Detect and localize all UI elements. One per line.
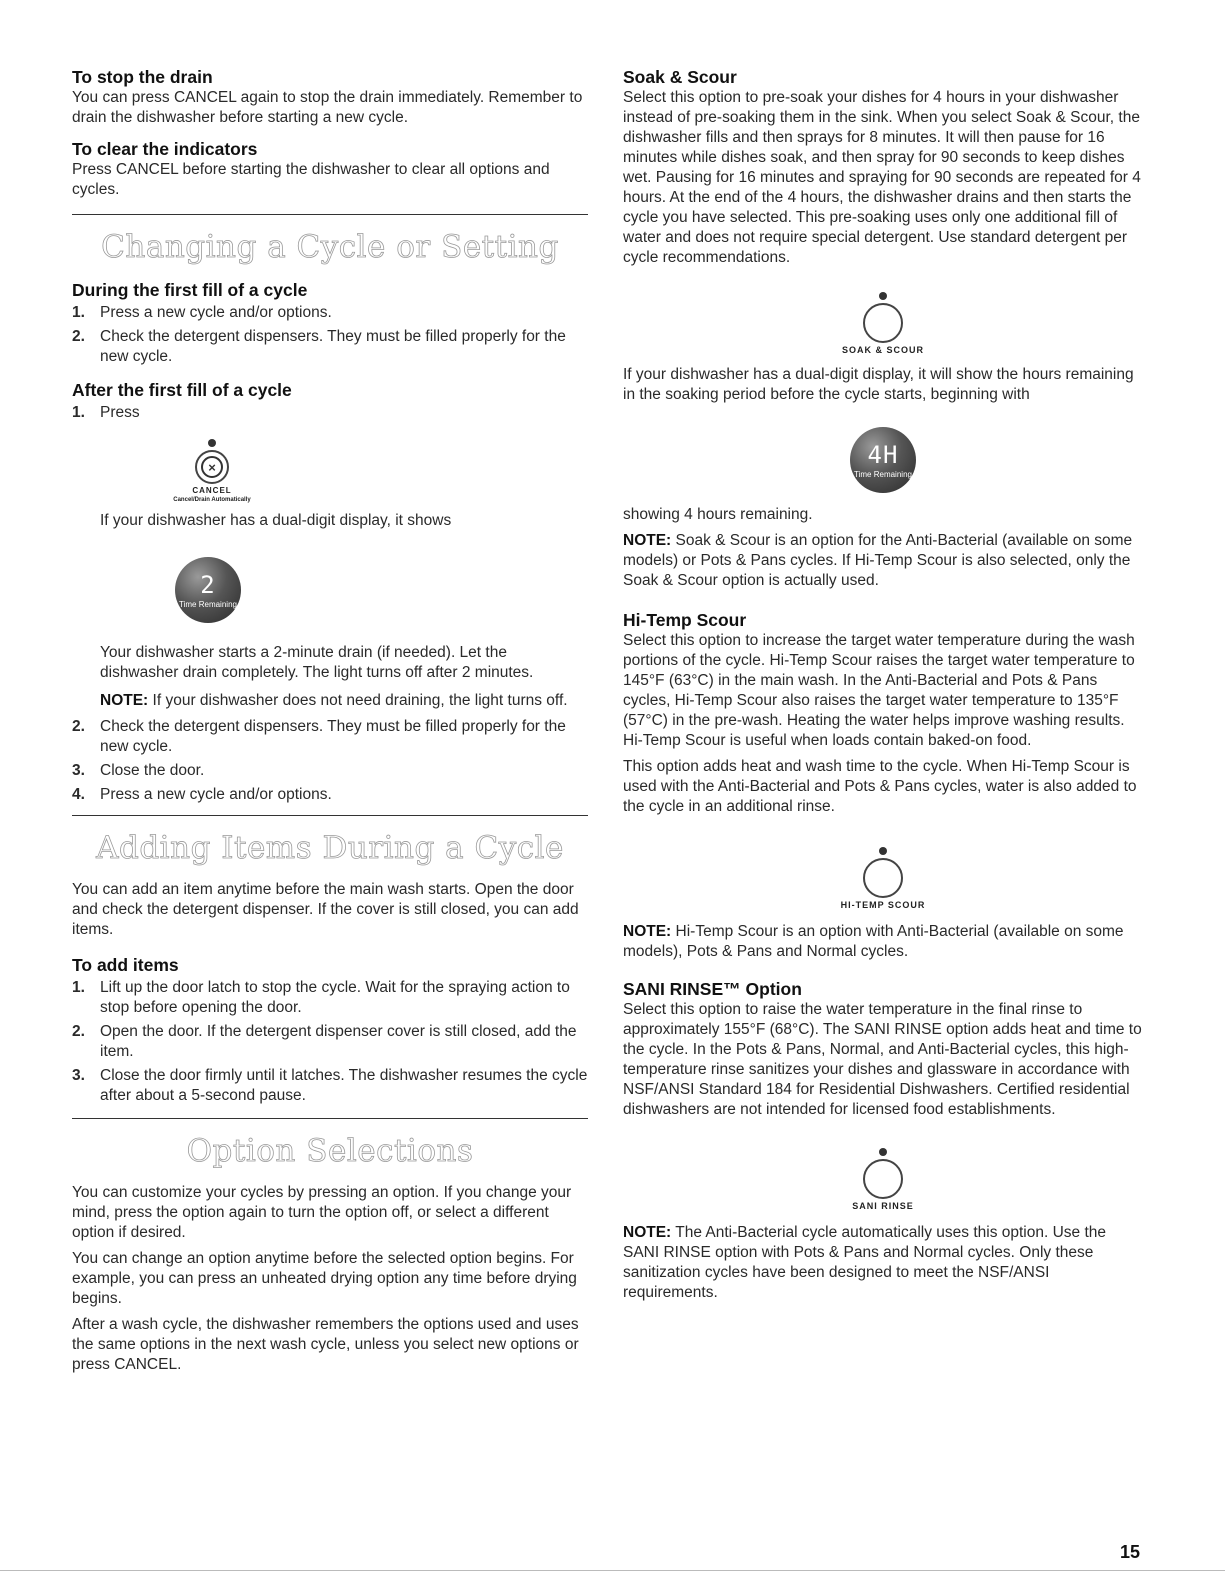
adding-items-title: Adding Items During a Cycle — [96, 830, 564, 866]
display-label: Time Remaining — [179, 599, 237, 609]
time-remaining-display — [72, 557, 344, 623]
sani-rinse-heading: SANI RINSE™ Option — [623, 979, 802, 999]
step-text: Press a new cycle and/or options. — [100, 304, 332, 321]
note-label: NOTE: — [623, 923, 672, 940]
hi-temp-heading: Hi-Temp Scour — [623, 610, 747, 630]
section-divider — [72, 815, 588, 816]
cancel-button-illustration — [72, 439, 352, 503]
indicator-light-icon — [879, 847, 887, 855]
options-paragraph-2: You can change an option anytime before the selected option begins. For example, you can press an unheated drying option any time before drying begins. — [72, 1250, 577, 1307]
note-label: NOTE: — [623, 532, 672, 549]
list-item — [72, 403, 588, 423]
hours-display — [623, 427, 1143, 493]
step-text: Close the door firmly until it latches. The dishwasher resumes the cycle after about a 5-second pause. — [100, 1067, 588, 1104]
list-item — [72, 761, 588, 781]
step-text: Lift up the door latch to stop the cycle. Wait for the spraying action to stop before opening the door. — [100, 979, 570, 1016]
step-number: 4. — [72, 786, 85, 803]
sani-rinse-note — [623, 1223, 1143, 1303]
list-item — [72, 717, 588, 757]
option-ring-icon — [863, 1159, 903, 1199]
clear-indicators-body: Press CANCEL before starting the dishwasher to clear all options and cycles. — [72, 161, 550, 198]
step-number: 3. — [72, 762, 85, 779]
option-ring-icon — [863, 303, 903, 343]
add-items-heading: To add items — [72, 955, 179, 975]
step-number: 1. — [72, 404, 85, 421]
soak-note — [623, 531, 1143, 591]
note-label: NOTE: — [100, 692, 149, 709]
hi-temp-body-2: This option adds heat and wash time to the cycle. When Hi-Temp Scour is used with the Anti-Bacterial and Pots & Pans cycles, water is also added to the cycle in an additional rinse. — [623, 758, 1137, 815]
option-ring-icon — [863, 858, 903, 898]
dual-digit-text: If your dishwasher has a dual-digit display, it shows — [100, 512, 452, 529]
hi-temp-body-1: Select this option to increase the target water temperature during the wash portions of the cycle. Hi-Temp Scour raises the target water temperature to 145°F (63°C) in the main wash. In the Anti-Bacterial and Pots & Pans cycles, Hi-Temp Scour also raises the target water temperature to 135°F (57°C) in the pre-wash. Heating the water helps improve washing results. Hi-Temp Scour is useful when loads contain baked-on food. — [623, 632, 1135, 749]
soak-scour-heading: Soak & Scour — [623, 67, 737, 87]
digital-display-icon — [850, 427, 916, 493]
sani-rinse-body: Select this option to raise the water temperature in the final rinse to approximately 155°F (68°C). The SANI RINSE option adds heat and time to the cycle. In the Pots & Pans, Normal, and Anti-Bacterial cycles, this high-temperature rinse sanitizes your dishes and glassware in accordance with NSF/ANSI Standard 184 for Residential Dishwashers. Certified residential dishwashers are not intended for licensed food establishments. — [623, 1001, 1142, 1118]
cancel-ring-icon — [195, 450, 229, 484]
step-text: Check the detergent dispensers. They must be filled properly for the new cycle. — [100, 328, 566, 365]
note-paragraph — [72, 691, 588, 711]
stop-drain-body: You can press CANCEL again to stop the drain immediately. Remember to drain the dishwasher before starting a new cycle. — [72, 89, 583, 126]
step-number: 1. — [72, 979, 85, 996]
cancel-label: CANCEL — [192, 486, 232, 495]
hi-temp-button-illustration — [623, 847, 1143, 910]
bottom-edge-line — [0, 1570, 1225, 1571]
soak-scour-icon-label: SOAK & SCOUR — [841, 345, 924, 355]
adding-intro: You can add an item anytime before the main wash starts. Open the door and check the detergent dispenser. If the cover is still closed, you can add items. — [72, 881, 579, 938]
section-divider — [72, 214, 588, 215]
after-fill-heading: After the first fill of a cycle — [72, 380, 292, 400]
digital-display-icon — [175, 557, 241, 623]
options-paragraph-3: After a wash cycle, the dishwasher remembers the options used and uses the same options in the next wash cycle, unless you select new options or press CANCEL. — [72, 1316, 579, 1373]
section-divider — [72, 1118, 588, 1119]
step-text: Close the door. — [100, 762, 205, 779]
soak-scour-body: Select this option to pre-soak your dishes for 4 hours in your dishwasher instead of pre-soaking them in the sink. When you select Soak & Scour, the dishwasher fills and then sprays for 8 minutes. It will then pause for 16 minutes while dishes soak, and then spray for 90 seconds to keep dishes wet. Pausing for 16 minutes and spraying for 90 seconds are repeated for 4 hours. At the end of the 4 hours, the dishwasher drains and then starts the cycle you have selected. This pre-soaking uses only one additional fill of water and does not require special detergent. Use standard detergent per cycle recommendations. — [623, 89, 1141, 266]
note-text: The Anti-Bacterial cycle automatically uses this option. Use the SANI RINSE option with Pots & Pans and Normal cycles. Only these sanitization cycles have been designed to meet the NSF/ANSI requirements. — [623, 1224, 1107, 1301]
stop-drain-heading: To stop the drain — [72, 67, 213, 87]
cancel-x-icon: × — [201, 456, 223, 478]
list-item — [72, 978, 588, 1018]
step-number: 2. — [72, 328, 85, 345]
clear-indicators-heading: To clear the indicators — [72, 139, 258, 159]
option-selections-title: Option Selections — [186, 1133, 474, 1169]
showing-text: showing 4 hours remaining. — [623, 506, 813, 523]
list-item — [72, 327, 588, 367]
note-label: NOTE: — [623, 1224, 672, 1241]
note-text: If your dishwasher does not need draining, the light turns off. — [152, 692, 568, 709]
display-value: 4H — [867, 440, 899, 469]
note-text: Hi-Temp Scour is an option with Anti-Bacterial (available on some models), Pots & Pans and Normal cycles. — [623, 923, 1124, 960]
list-item — [72, 1022, 588, 1062]
page-number: 15 — [1120, 1542, 1141, 1562]
step-text: Check the detergent dispensers. They must be filled properly for the new cycle. — [100, 718, 566, 755]
list-item — [72, 785, 588, 805]
indicator-light-icon — [879, 292, 887, 300]
sani-rinse-button-illustration — [623, 1148, 1143, 1211]
right-column — [623, 66, 1143, 1303]
step-text: Press — [100, 404, 140, 421]
hi-temp-note — [623, 922, 1143, 962]
hi-temp-icon-label: HI-TEMP SCOUR — [840, 900, 926, 910]
changing-cycle-title: Changing a Cycle or Setting — [101, 229, 559, 265]
step-text: Open the door. If the detergent dispenser cover is still closed, add the item. — [100, 1023, 577, 1060]
options-paragraph-1: You can customize your cycles by pressing an option. If you change your mind, press the option again to turn the option off, or select a different option if desired. — [72, 1184, 572, 1241]
step-number: 2. — [72, 1023, 85, 1040]
display-value: 2 — [200, 570, 216, 599]
left-column — [72, 66, 588, 1375]
first-fill-heading: During the first fill of a cycle — [72, 280, 308, 300]
cancel-sublabel: Cancel/Drain Automatically — [173, 497, 251, 503]
sani-rinse-icon-label: SANI RINSE — [852, 1201, 914, 1211]
note-text: Soak & Scour is an option for the Anti-Bacterial (available on some models) or Pots & Pans cycles. If Hi-Temp Scour is also selected, only the Soak & Scour option is actually used. — [623, 532, 1133, 589]
soak-dual-text: If your dishwasher has a dual-digit display, it will show the hours remaining in the soaking period before the cycle starts, beginning with — [623, 366, 1134, 403]
indicator-light-icon — [208, 439, 216, 447]
display-label: Time Remaining — [854, 469, 912, 479]
list-item — [72, 303, 588, 323]
indicator-light-icon — [879, 1148, 887, 1156]
list-item — [72, 1066, 588, 1106]
step-number: 3. — [72, 1067, 85, 1084]
step-text: Press a new cycle and/or options. — [100, 786, 332, 803]
step-number: 1. — [72, 304, 85, 321]
step-number: 2. — [72, 718, 85, 735]
soak-scour-button-illustration — [623, 292, 1143, 355]
drain-text: Your dishwasher starts a 2-minute drain (if needed). Let the dishwasher drain completely. The light turns off after 2 minutes. — [100, 644, 534, 681]
